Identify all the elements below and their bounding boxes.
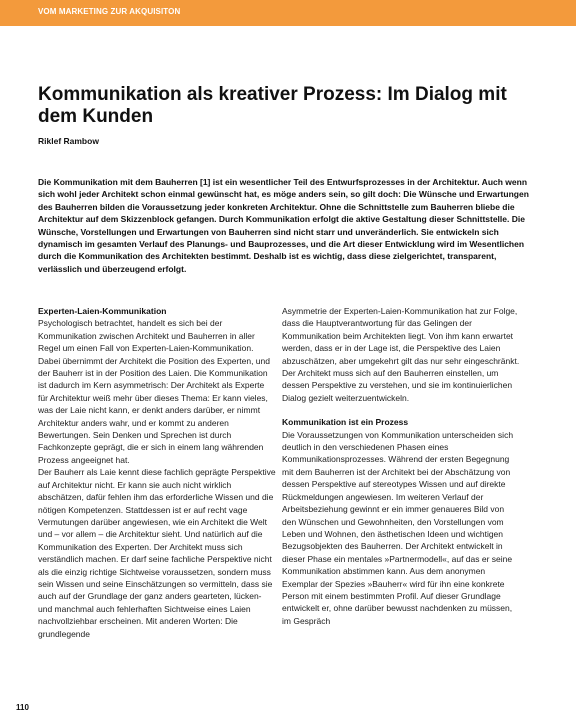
paragraph-spacer — [282, 404, 520, 416]
right-column-heading: Kommunikation ist ein Prozess — [282, 417, 409, 428]
section-label: VOM MARKETING ZUR AKQUISITON — [38, 7, 181, 16]
left-column — [38, 305, 276, 640]
page-number: 110 — [16, 703, 29, 712]
article-lead: Die Kommunikation mit dem Bauherren [1] ist ein wesentlicher Teil des Entwurfsprozesses in der Architektur. Auch wenn sich wohl jeder Architekt schon einmal gewünscht hat, es möge anders sein, so gilt doch: Die Wünsche und Erwartungen des Bauherren bilden die Voraussetzung jeder konkreten Architektur. Ohne die Schnittstelle zum Bauherren bliebe die Architektur auf dem Skizzenblock gefangen. Durch Kommunikation erfolgt die aktive Gestaltung dieser Schnittstelle. Die Wünsche, Vorstellungen und Erwartungen von Bauherren sind nicht starr und unveränderlich. Sie entwickeln sich dynamisch im gesamten Verlauf des Planungs- und Bauprozesses, und die Art dieser Entwicklung wird im Wesentlichen durch die Kommunikation des Architekten bestimmt. Deshalb ist es wichtig, dass diese zielgerichtet, transparent, verlässlich und überzeugend erfolgt. — [38, 177, 529, 274]
right-column — [282, 305, 520, 627]
section-header-bar — [0, 0, 576, 26]
right-column-paragraph-2: Die Voraussetzungen von Kommunikation unterscheiden sich deutlich in den verschiedenen Phasen eines Kommunikationsprozesses. Während der ersten Begegnung mit dem Bauherren ist der Architekt bei der Abschätzung von dessen Perspektive auf stereotypes Wissen und auf direkte Rückmeldungen angewiesen. Im weiteren Verlauf der Arbeitsbeziehung gewinnt er ein immer genaueres Bild von den Wünschen und Gewohnheiten, den Vorstellungen vom Leben und Wohnen, den ästhetischen Ideen und wichtigen Bezugsobjekten des Bauherren. Der Architekt entwickelt in dieser Phase ein mentales »Partnermodell«, auf das er seine Kommunikation abstimmen kann. Aus dem anonymen Exemplar der Spezies »Bauherr« wird für ihn eine konkrete Person mit einem bestimmten Profil. Auf dieser Grundlage entwickelt er, ohne darüber bewusst nachdenken zu müssen, im Gespräch — [282, 429, 514, 626]
left-column-heading: Experten-Laien-Kommunikation — [38, 306, 167, 316]
left-column-paragraph-1: Psychologisch betrachtet, handelt es sich bei der Kommunikation zwischen Architekt und Bauherren in aller Regel um einen Fall von Experten-Laien-Kommunikation. Dabei übernimmt der Architekt die Position des Experten, und der Bauherr ist in der Position des Laien. Die Kommunikation ist dadurch im Kern asymmetrisch: Der Architekt als Experte für Architektur weiß mehr über dieses Thema: Er kann vieles, was der Laie nicht kann, er denkt anders darüber, er nimmt Architektur anders wahr, und er kommt zu anderen Bewertungen. Sein Denken und Sprechen ist durch Fachkonzepte geprägt, die er sich in einem lang währenden Prozess angeeignet hat. — [38, 318, 270, 465]
article-author: Riklef Rambow — [38, 136, 99, 146]
right-column-paragraph-1: Asymmetrie der Experten-Laien-Kommunikation hat zur Folge, dass die Hauptverantwortung für das Gelingen der Kommunikation beim Architekten liegt. Von ihm kann erwartet werden, dass er in der Lage ist, die Perspektive des Laien abzuschätzen, aber umgekehrt gilt das nur sehr eingeschränkt. Der Architekt muss sich auf den Bauherren einstellen, um dessen Perspektive zu verstehen, und sie im kontinuierlichen Dialog gezielt weiterzuentwickeln. — [282, 306, 520, 403]
article-title: Kommunikation als kreativer Prozess: Im Dialog mit dem Kunden — [38, 84, 507, 127]
left-column-paragraph-2: Der Bauherr als Laie kennt diese fachlich geprägte Perspektive auf Architektur nicht. Er kann sie auch nicht wirklich abschätzen, dafür fehlen ihm das erforderliche Wissen und die nötigen Kompetenzen. Stattdessen ist er auf recht vage Vermutungen darüber angewiesen, wie ein Architekt die Welt und – vor allem – die Architektur sieht. Und natürlich auf die Kommunikation des Experten. Der Architekt muss sich verständlich machen. Er darf seine fachliche Perspektive nicht als die einzig richtige Sichtweise voraussetzen, sondern muss sein Wissen und seine Einschätzungen so vermitteln, dass sie auch auf der Grundlage der ganz anders gearteten, lücken- und manchmal auch fehlerhaften Sichtweise eines Laien nachvollziehbar erscheinen. Mit anderen Worten: Die grundlegende — [38, 467, 276, 639]
